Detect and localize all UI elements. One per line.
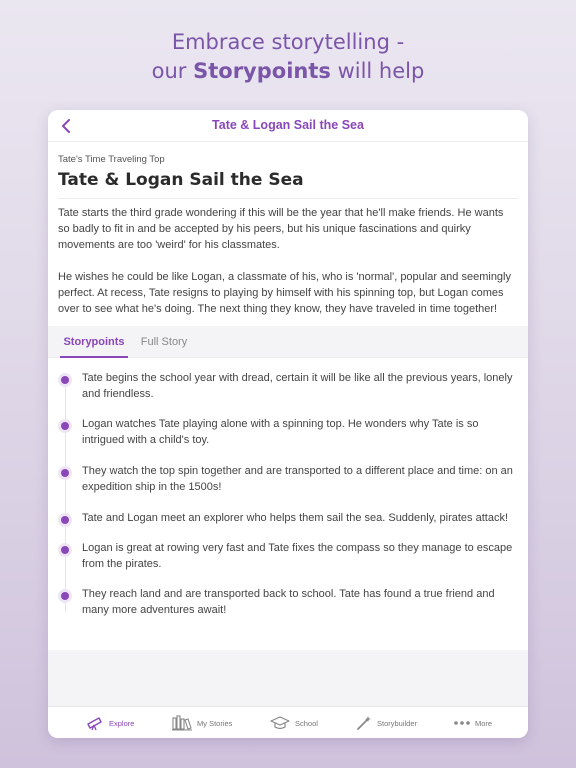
tab-bar: [48, 326, 528, 358]
timeline-line: [65, 376, 66, 612]
tabbar-my-stories[interactable]: [172, 707, 232, 738]
story-paragraph-2: He wishes he could be like Logan, a classmate of his, who is 'normal', popular and seemingly perfect. At recess, Tate resigns to playing by himself with his spinning top, but Logan comes over to see what he's doing. The next thing they know, they have traveled in time together!: [58, 271, 511, 315]
series-name: Tate's Time Traveling Top: [58, 154, 165, 165]
content-footer-area: [48, 650, 528, 706]
tabbar-explore[interactable]: [86, 707, 134, 738]
story-paragraph-1: Tate starts the third grade wondering if this will be the year that he'll make friends. He wants so badly to fit in and be accepted by his peers, but his unique fascinations and quirky movements are too 'weird' for his classmates.: [58, 207, 504, 251]
storypoint-text: Logan watches Tate playing alone with a spinning top. He wonders why Tate is so intrigued with a child's toy.: [82, 418, 479, 446]
timeline-dot: [61, 592, 69, 600]
headline-line-1: Embrace storytelling -: [171, 30, 405, 54]
storypoint-text: Tate and Logan meet an explorer who helps them sail the sea. Suddenly, pirates attack!: [82, 512, 508, 524]
story-header: [48, 154, 528, 317]
timeline-dot: [61, 469, 69, 477]
timeline-dot: [61, 516, 69, 524]
tabbar-more[interactable]: [454, 707, 492, 738]
storypoint-text: Tate begins the school year with dread, certain it will be like all the previous years, lonely and friendless.: [82, 372, 513, 400]
storypoint-text: They reach land and are transported back to school. Tate has found a true friend and many more adventures await!: [82, 588, 495, 616]
story-title: Tate & Logan Sail the Sea: [58, 170, 518, 199]
more-dots-icon: [454, 720, 470, 726]
storypoint-text: They watch the top spin together and are transported to a different place and time: on an expedition ship in the 1500s!: [82, 465, 513, 493]
nav-bar: [48, 110, 528, 142]
headline-bold: Storypoints: [193, 59, 331, 83]
timeline-dot: [61, 546, 69, 554]
tabbar-label: Explore: [109, 718, 135, 728]
tabbar-label: Storybuilder: [377, 718, 418, 728]
bookshelf-icon: [172, 715, 192, 731]
promo-headline: [0, 28, 576, 86]
storypoint-text: Logan is great at rowing very fast and Tate fixes the compass so they manage to escape from the pirates.: [82, 542, 513, 570]
timeline-dot: [61, 422, 69, 430]
tabbar-storybuilder[interactable]: [356, 707, 417, 738]
magic-wand-icon: [356, 715, 372, 731]
headline-line-2: [0, 57, 576, 86]
tabbar-school[interactable]: [270, 707, 318, 738]
nav-title: Tate & Logan Sail the Sea: [212, 118, 364, 132]
tabbar-label: More: [475, 718, 493, 728]
bottom-tab-bar: [48, 706, 528, 738]
headline-suffix: will help: [330, 59, 425, 83]
tabbar-label: My Stories: [197, 718, 233, 728]
graduation-cap-icon: [270, 715, 290, 731]
timeline-dot: [61, 376, 69, 384]
headline-prefix: our: [151, 59, 194, 83]
app-screen: [48, 110, 528, 738]
tab-storypoints[interactable]: Storypoints: [60, 326, 128, 358]
tabbar-label: School: [295, 718, 318, 728]
storypoints-list: [48, 362, 528, 652]
tab-full-story[interactable]: Full Story: [140, 336, 188, 348]
telescope-icon: [86, 715, 104, 731]
